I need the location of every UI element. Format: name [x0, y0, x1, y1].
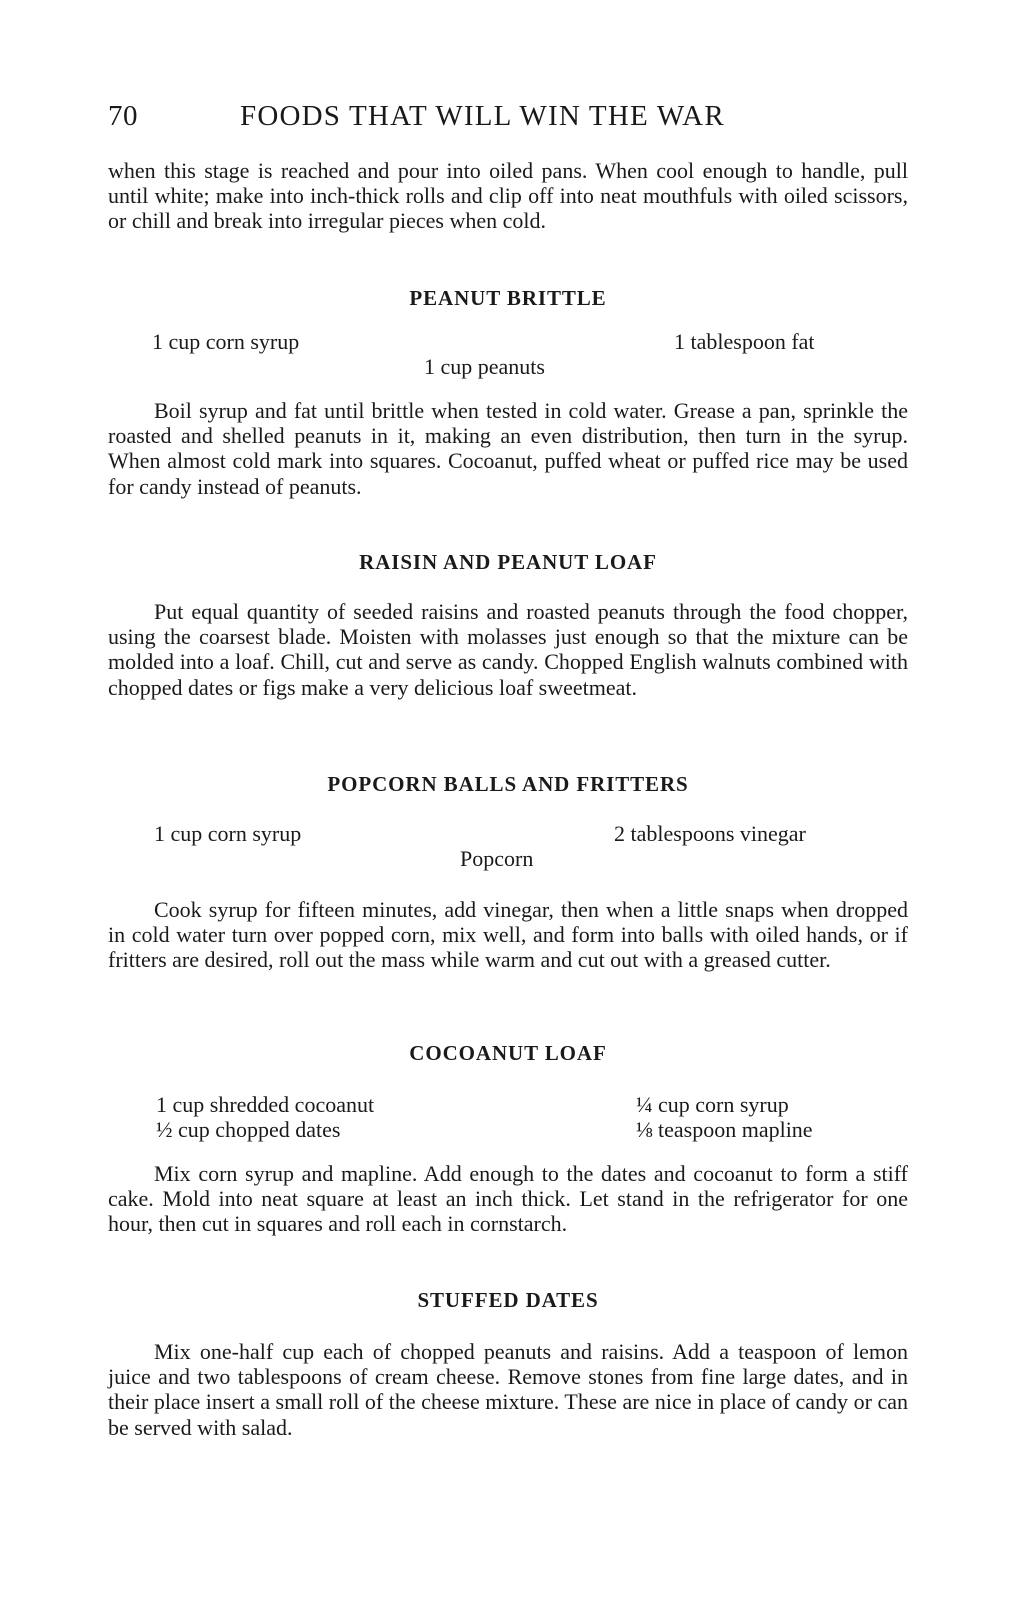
ingredient-chopped-dates: ½ cup chopped dates — [156, 1117, 341, 1142]
book-title: FOODS THAT WILL WIN THE WAR — [240, 100, 725, 132]
ingredient-popcorn: Popcorn — [460, 846, 534, 871]
ingredient-vinegar: 2 tablespoons vinegar — [614, 821, 806, 846]
ingredient-corn-syrup: ¼ cup corn syrup — [636, 1092, 789, 1117]
ingredient-corn-syrup: 1 cup corn syrup — [152, 329, 300, 354]
ingredient-mapline: ⅛ teaspoon mapline — [636, 1117, 813, 1142]
recipe-title-cocoanut-loaf: COCOANUT LOAF — [409, 1041, 607, 1065]
method-cocoanut-loaf: Mix corn syrup and mapline. Add enough to the dates and cocoanut to form a stiff cake. Mold into neat square at least an inch thick. Let stand in the refrigerator for one hour, then cut in squares and roll each in cornstarch. — [108, 1161, 908, 1237]
running-head — [108, 100, 908, 140]
continuation-paragraph: when this stage is reached and pour into oiled pans. When cool enough to handle, pull until white; make into inch-thick rolls and clip off into neat mouthfuls with oiled scissors, or chill and break into irregular pieces when cold. — [108, 158, 908, 234]
recipe-title-stuffed-dates: STUFFED DATES — [417, 1288, 599, 1312]
ingredient-shredded-cocoanut: 1 cup shredded cocoanut — [156, 1092, 375, 1117]
method-raisin-peanut-loaf: Put equal quantity of seeded raisins and roasted peanuts through the food chopper, using the coarsest blade. Moisten with molasses just enough so that the mixture can be molded into a loaf. Chill, cut and serve as candy. Chopped English walnuts combined with chopped dates or figs make a very delicious loaf sweetmeat. — [108, 599, 908, 700]
method-popcorn-balls: Cook syrup for fifteen minutes, add vinegar, then when a little snaps when dropped in cold water turn over popped corn, mix well, and form into balls with oiled hands, or if fritters are desired, roll out the mass while warm and cut out with a greased cutter. — [108, 897, 908, 973]
ingredient-corn-syrup: 1 cup corn syrup — [154, 821, 302, 846]
page-number: 70 — [108, 100, 138, 132]
recipe-title-raisin-peanut-loaf: RAISIN AND PEANUT LOAF — [359, 550, 657, 574]
ingredient-fat: 1 tablespoon fat — [674, 329, 815, 354]
ingredient-peanuts: 1 cup peanuts — [424, 354, 545, 379]
method-stuffed-dates: Mix one-half cup each of chopped peanuts and raisins. Add a teaspoon of lemon juice and two tablespoons of cream cheese. Remove stones from fine large dates, and in their place insert a small roll of the cheese mixture. These are nice in place of candy or can be served with salad. — [108, 1339, 908, 1440]
recipe-title-peanut-brittle: PEANUT BRITTLE — [409, 286, 607, 310]
recipe-title-popcorn-balls: POPCORN BALLS AND FRITTERS — [327, 772, 689, 796]
method-peanut-brittle: Boil syrup and fat until brittle when tested in cold water. Grease a pan, sprinkle the roasted and shelled peanuts in it, making an even distribution, then turn in the syrup. When almost cold mark into squares. Cocoanut, puffed wheat or puffed rice may be used for candy instead of peanuts. — [108, 398, 908, 499]
